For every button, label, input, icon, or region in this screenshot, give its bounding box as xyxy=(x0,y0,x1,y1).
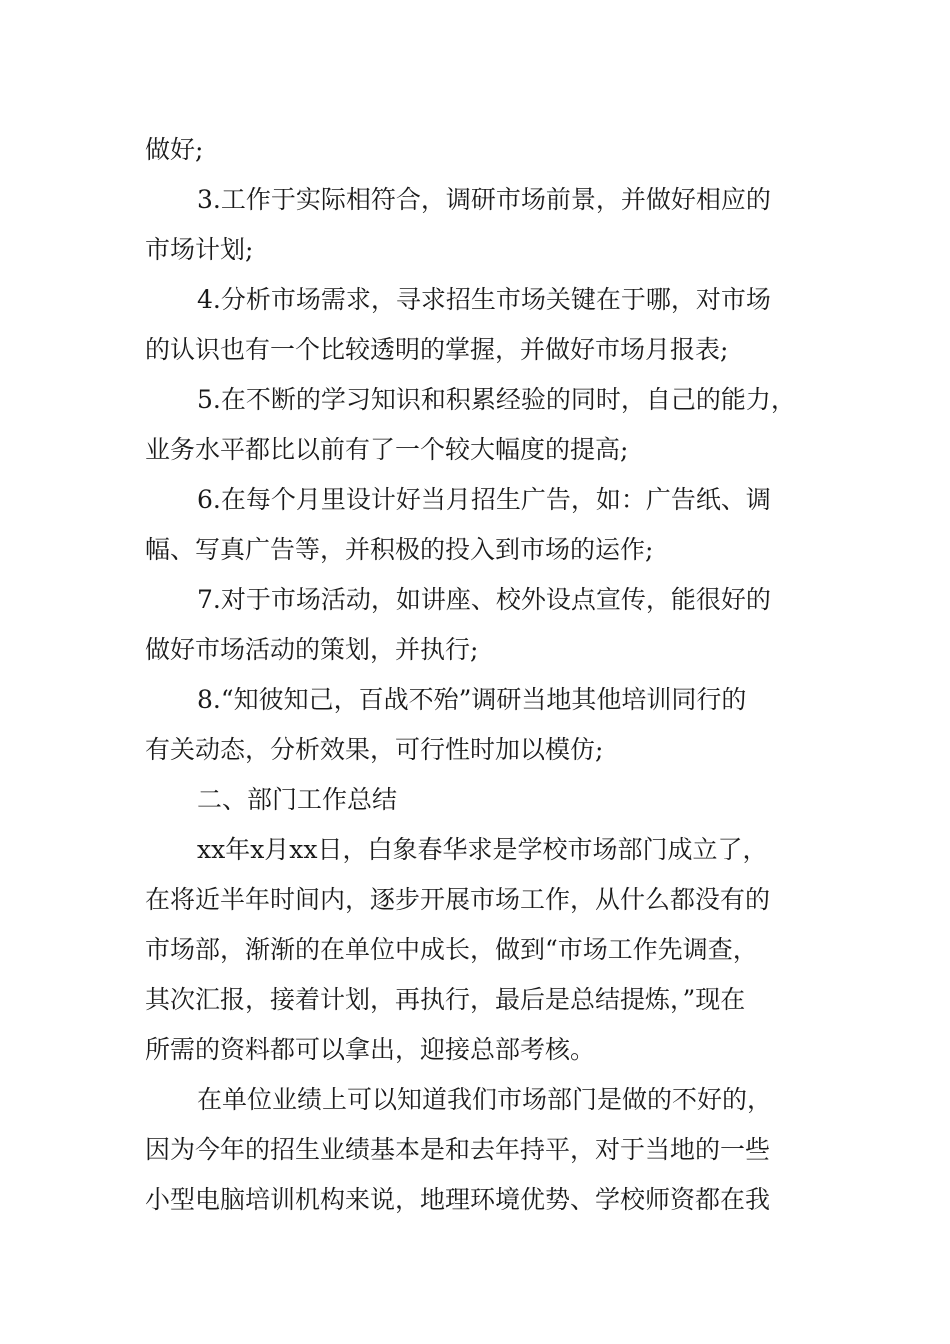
text-line: 在单位业绩上可以知道我们市场部门是做的不好的， xyxy=(197,1085,773,1114)
text-line: 4.分析市场需求，寻求招生市场关键在于哪，对市场 xyxy=(197,285,771,314)
text-line: 3.工作于实际相符合，调研市场前景，并做好相应的 xyxy=(197,185,771,214)
text-line: 小型电脑培训机构来说，地理环境优势、学校师资都在我 xyxy=(145,1185,771,1214)
text-line: 有关动态，分析效果，可行性时加以模仿; xyxy=(145,735,604,764)
text-line: 在将近半年时间内，逐步开展市场工作，从什么都没有的 xyxy=(145,885,771,914)
text-line: 的认识也有一个比较透明的掌握，并做好市场月报表; xyxy=(145,335,729,364)
text-line: 5.在不断的学习知识和积累经验的同时，自己的能力， xyxy=(197,385,796,414)
text-line: 做好; xyxy=(145,135,204,164)
text-line: 市场计划; xyxy=(145,235,254,264)
text-line: 业务水平都比以前有了一个较大幅度的提高; xyxy=(145,435,629,464)
text-line: 所需的资料都可以拿出，迎接总部考核。 xyxy=(145,1035,596,1064)
text-line: 因为今年的招生业绩基本是和去年持平，对于当地的一些 xyxy=(145,1135,771,1164)
text-line: 6.在每个月里设计好当月招生广告，如：广告纸、调 xyxy=(197,485,771,514)
text-line: 幅、写真广告等，并积极的投入到市场的运作; xyxy=(145,535,654,564)
document-body xyxy=(145,125,810,1225)
text-line: 7.对于市场活动，如讲座、校外设点宣传，能很好的 xyxy=(197,585,771,614)
text-line: 其次汇报，接着计划，再执行，最后是总结提炼，”现在 xyxy=(145,985,746,1014)
text-line: 做好市场活动的策划，并执行; xyxy=(145,635,479,664)
text-line: 8.“知彼知己，百战不殆”调研当地其他培训同行的 xyxy=(197,685,747,714)
text-line: 市场部，渐渐的在单位中成长，做到“市场工作先调查， xyxy=(145,935,758,964)
section-heading: 二、部门工作总结 xyxy=(197,785,398,814)
text-line: xx年x月xx日，白象春华求是学校市场部门成立了， xyxy=(197,835,768,864)
